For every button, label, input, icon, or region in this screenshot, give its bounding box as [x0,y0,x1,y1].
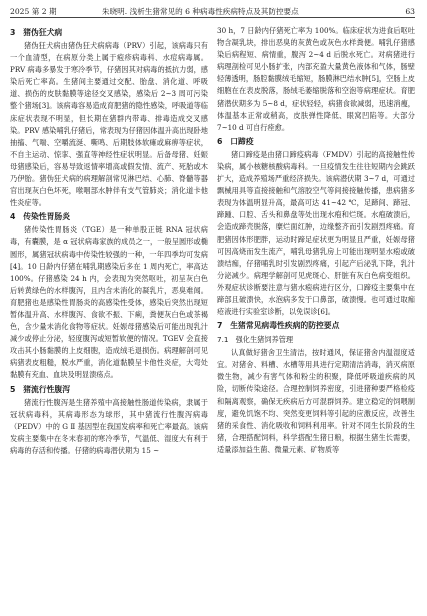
right-column [217,25,415,456]
body-paragraph: 30 h，7 日龄内仔猪死亡率为 100%。临床症状为进食后呕吐物含凝乳块，排出恶臭的灰黄色或灰色水样粪便。哺乳仔猪感染后病程短、病情重，腹泻 2~4 d 后脱水死亡。对病猪进行病理剖检可见小肠扩张，内部充盈大量黄色液体和气体，肠壁轻薄透明，肠腔黏膜绒毛缩短，肠膜淋巴结水肿[5]，空肠上皮细胞在在表皮脱落，肠绒毛萎缩脱落和空泡等病理症状。育肥猪潜伏期多为 5~8 d，症状轻轻，病猪食欲减弱，迅速消瘦，体温基本正常或稍高，皮肤弹性降低、眼窝凹陷等。大部分 7~10 d 可自行痊愈。 [217,26,415,132]
section-heading: 6 口蹄疫 [217,136,254,146]
section-heading: 7 生猪常见病毒性疾病的防控要点 [217,321,340,331]
subsection-heading: 7.1 强化生猪饲养管理 [217,335,294,345]
section-heading: 4 传染性胃肠炎 [10,212,71,222]
body-paragraph: 认真做好猪舍卫生清洁，按时通风，保证猪舍内温湿度适宜。对猪舍、料槽、水槽等用具进行定期清洁消毒，消灭病原微生物，减少有害气体和粉尘的积聚，降低呼吸道疾病的风险，切断传染途径。合理控制饲养密度，引进猪种要严格检疫和隔离观察，确保无疾病后方可混群饲养。建立稳定的饲喂制度，避免饥饱不均、突然变更饲料等引起的应激反应，改善生猪的采食性、消化吸收和饲料利用率。针对不同生长阶段的生猪，合理搭配饲料，科学搭配生猪日粮，根据生猪生长需要，适量添加益生菌、微量元素、矿物质等 [217,348,415,454]
running-header [10,6,415,18]
left-column [10,25,208,457]
article-citation: 朱晓明. 浅析生猪常见的 6 种病毒性疾病特点及其防控要点 [102,7,299,16]
body-paragraph: 猪口蹄疫是由猪口蹄疫病毒（FMDV）引起的高接触性传染病，属小核糖核酸病毒科。一旦疫情发生往往短期内会跳跃扩大，造成养殖场严重经济损失。该病潜伏期 3~7 d，可通过飘械用具等直接接触和气溶胶空气等间接接触传播，患病猪多表现为体温明显升高，最高可达 41~42 ℃，足蹄间、蹄冠、蹄踵、口腔、舌头和鼻盘等处出现水疱和烂斑。水疱破溃后，会造成蹄壳脱落，糜烂面红肿，边缘整齐而引发剧烈疼痛。育肥猪因体形肥胖，运动时蹄足症状更为明显且严重，妊娠母猪可因高烧而发生流产，哺乳母猪乳房上可能出现明显水疱或破溃结痂，仔猪哺乳时引发剧烈疼痛，引起产后泌乳下降，乳汁分泌减少。病理学解剖可见虎斑心、肝脏有灰白色病变组织。外观症状诊断要注意与猪水疱病进行区分，口蹄疫主要集中在蹄部且破溃快，水泡病多发于口鼻部，破溃慢。也可通过取痂疮液进行实验室诊断，以免误诊[6]。 [217,149,415,317]
section-heading: 3 猪伪狂犬病 [10,28,63,37]
section-heading: 5 猪流行性腹泻 [10,384,71,394]
body-paragraph: 猪传染性胃肠炎（TGE）是一种单股正链 RNA 冠状病毒，有囊膜，是 α 冠状病毒家族的成员之一，一般呈圆形或椭圆形，属猪冠状病毒中传染性较强的一种，一年四季均可发病[4]。10 日龄内仔猪在哺乳期感染后多在 1 周内死亡，率高达 100%。仔猪感染 24 h 内，会表现为突然呕吐，初呈灰白色后转黄绿色的水样腹泻，且内含未消化的凝乳片，恶臭难闻。育肥猪也是感染性胃肠炎的高感染性受体，感染后突然出现短暂体温升高、水样腹泻、食欲不振、下痢，粪便灰白色或茶褐色，含少量未消化食物等症状。妊娠母猪感染后可能出现乳汁减少或停止分泌，轻度腹泻或短暂软便的情况。TGEV 会直接攻击其小肠黏膜的上皮细胞，造成绒毛退损伤。病理解剖可见病猪表皮粗糙，脱水严重，消化道黏膜呈卡他性炎症，大弯处黏膜有充血、血块及明显溃疡点。 [10,225,208,380]
body-paragraph: 猪流行性腹泻是生猪养殖中高接触性肠道传染病，隶属于冠状病毒科，其病毒形态为球形，其中猪流行性腹泻病毒（PEDV）中的 G Ⅱ 基因型在我国发病率和死亡率最高。该病发病主要集中在冬末春初的寒冷季节，气温低、湿度大有利于病毒的存活和传播。仔猪的病毒潜伏期为 15 ~ [10,397,208,455]
body-paragraph: 猪伪狂犬病由猪伪狂犬病病毒（PRV）引起，该病毒只有一个血清型，在病原分类上属于疱疹病毒科、水痘病毒属。PRV 病毒多暴发于寒冷季节，仔猪因其对病毒的抵抗力弱，感染后死亡率高。生猪间主要通过交配、胎盘、消化道、呼吸道、损伤的皮肤黏膜等途径交叉感染，感染后 2~3 周可污染整个猪场[3]。该病毒容易造成育肥猪的隐性感染，呼吸道等临床症状表现不明显，但长期在猪群内带毒、排毒造成交叉感染。PRV 感染哺乳仔猪后，常表现为仔猪因体温升高出现卧地抽搐、气喘、空嚼流涎、嘶鸣、后期肢体软瘫或麻痹等症状，不自主运动、惊挛、强直等神经性症状明显。后备母猪、妊娠母猪感染后，容易导致返情率增高或假发情、流产、死胎或木乃伊胎。猪伪狂犬病的病理解剖常见淋巴结、心肺、脊髓等器官出现灰白色坏死，喉咽部水肿伴有支气管肺炎；消化道卡他性炎症等。 [10,41,208,208]
page-number: 63 [405,7,415,16]
issue-label: 2025 第 2 期 [10,7,57,16]
